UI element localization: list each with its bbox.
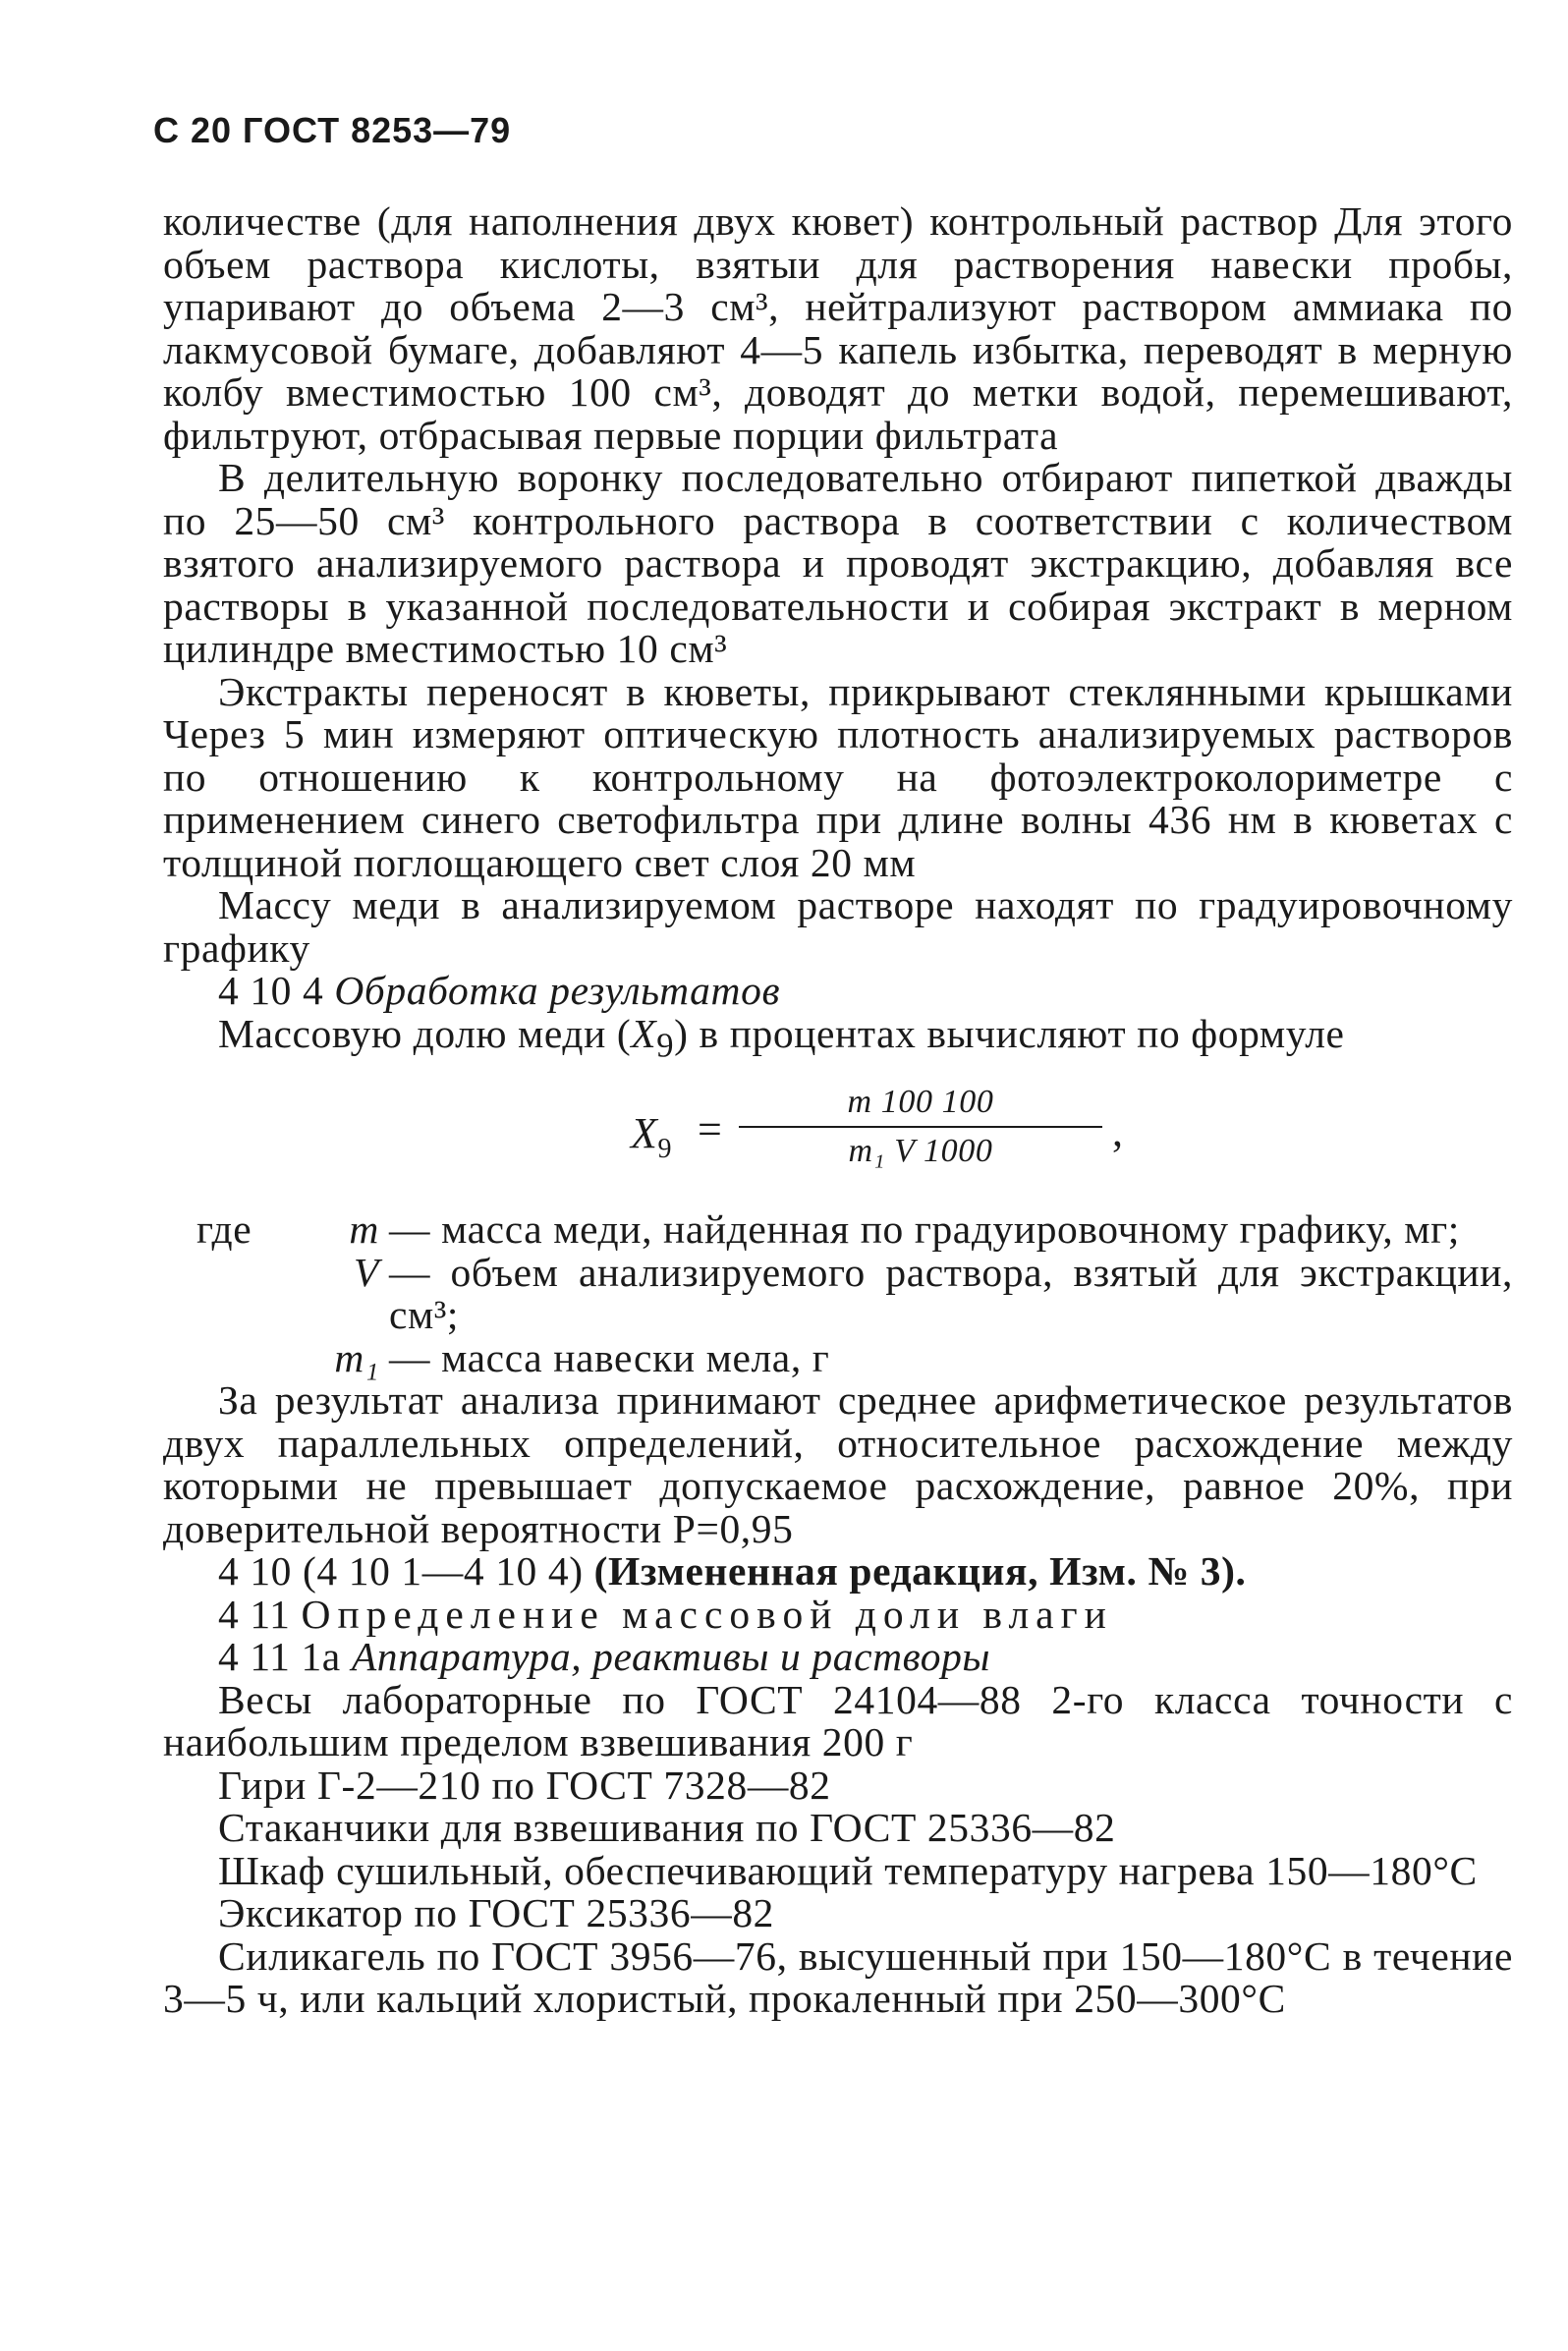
paragraph: За результат анализа принимают среднее арифметическое результатов двух параллельных определений, относительное расхождение между которыми не превышает допускаемое расхождение, равное 20%, при доверительной вероятности P=0,95 <box>163 1377 1513 1551</box>
section-number: 4 10 4 <box>218 968 324 1013</box>
formula <box>163 1081 1513 1199</box>
list-item: Шкаф сушильный, обеспечивающий температуру нагрева 150—180°С <box>218 1847 1478 1893</box>
definition-row <box>163 1334 1513 1380</box>
definition-row <box>163 1208 1513 1252</box>
section-title: Аппаратура, реактивы и растворы <box>351 1634 991 1680</box>
formula-denominator: m₁ V 1000 <box>848 1133 993 1170</box>
document-body <box>163 200 1513 2021</box>
variable-symbol: m₁ <box>334 1334 379 1380</box>
paragraph <box>163 1010 1513 1068</box>
text-run: ) в процентах вычисляют по формуле <box>674 1010 1345 1056</box>
text-run: 4 10 (4 10 1—4 10 4) <box>218 1548 594 1595</box>
variable-definition: — масса навески мела, г <box>389 1334 830 1380</box>
variable-definition: — масса меди, найденная по градуировочному графику, мг; <box>389 1206 1460 1253</box>
section-number: 4 11 <box>218 1591 291 1637</box>
formula-lhs: $X_9$ <box>631 1109 673 1165</box>
paragraph: Экстракты переносят в кюветы, прикрывают стеклянными крышками Через 5 мин измеряют оптическую плотность анализируемых растворов по отношению к контрольному на фотоэлектроколориметре с применением синего светофильтра при длине волны 436 нм в кюветах с толщиной поглощающего свет слоя 20 мм <box>163 668 1513 885</box>
variable-symbol: V <box>354 1249 379 1295</box>
page-header: С 20 ГОСТ 8253—79 <box>153 110 512 150</box>
section-title: Определение массовой доли влаги <box>301 1591 1113 1637</box>
variable-symbol: m <box>349 1206 379 1253</box>
where-label: где <box>196 1206 252 1253</box>
amendment-label: (Измененная редакция, Изм. № 3). <box>593 1548 1247 1595</box>
list-item: Эксикатор по ГОСТ 25336—82 <box>218 1890 775 1936</box>
section-title: Обработка результатов <box>334 968 781 1013</box>
paragraph: Массу меди в анализируемом растворе находят по градуировочному графику <box>163 882 1513 971</box>
paragraph: В делительную воронку последовательно отбирают пипеткой дважды по 25—50 см³ контрольного раствора в соответствии с количеством взятого анализируемого раствора и проводят экстракцию, добавляя все растворы в указанной последовательности и собирая экстракт в мерном цилиндре вместимостью 10 см³ <box>163 455 1513 671</box>
section-heading <box>163 970 1513 1013</box>
formula-numerator: m 100 100 <box>847 1084 994 1121</box>
variable-definitions <box>163 1208 1513 1379</box>
formula-fraction <box>739 1081 1102 1173</box>
variable-definition: — объем анализируемого раствора, взятый для экстракции, см³; <box>389 1249 1513 1338</box>
formula-equals: = <box>698 1105 723 1154</box>
paragraph: количестве (для наполнения двух кювет) контрольный раствор Для этого объем раствора кислоты, взятыи для растворения навески пробы, упаривают до объема 2—3 см³, нейтрализуют раствором аммиака по лакмусовой бумаге, добавляют 4—5 капель избытка, переводят в мерную колбу вместимостью 100 см³, доводят до метки водой, перемешивают, фильтруют, отбрасывая первые порции фильтрата <box>163 198 1513 458</box>
symbol: X <box>631 1010 657 1056</box>
list-item: Силикагель по ГОСТ 3956—76, высушенный при 150—180°С в течение 3—5 ч, или кальций хлористый, прокаленный при 250—300°С <box>163 1932 1513 2022</box>
section-number: 4 11 1а <box>218 1634 341 1680</box>
symbol-subscript: 9 <box>656 1026 675 1064</box>
text-run: Массовую долю меди ( <box>218 1010 632 1056</box>
formula-comma: , <box>1112 1107 1124 1156</box>
fraction-bar <box>739 1126 1102 1128</box>
list-item: Гири Г-2—210 по ГОСТ 7328—82 <box>218 1762 831 1808</box>
definition-row <box>163 1249 1513 1338</box>
section-heading <box>163 1591 1513 1637</box>
list-item: Весы лабораторные по ГОСТ 24104—88 2-го класса точности с наибольшим пределом взвешивания 200 г <box>163 1676 1513 1765</box>
amendment-note <box>163 1550 1513 1594</box>
subsection-heading <box>163 1636 1513 1679</box>
list-item: Стаканчики для взвешивания по ГОСТ 25336—82 <box>218 1805 1116 1851</box>
